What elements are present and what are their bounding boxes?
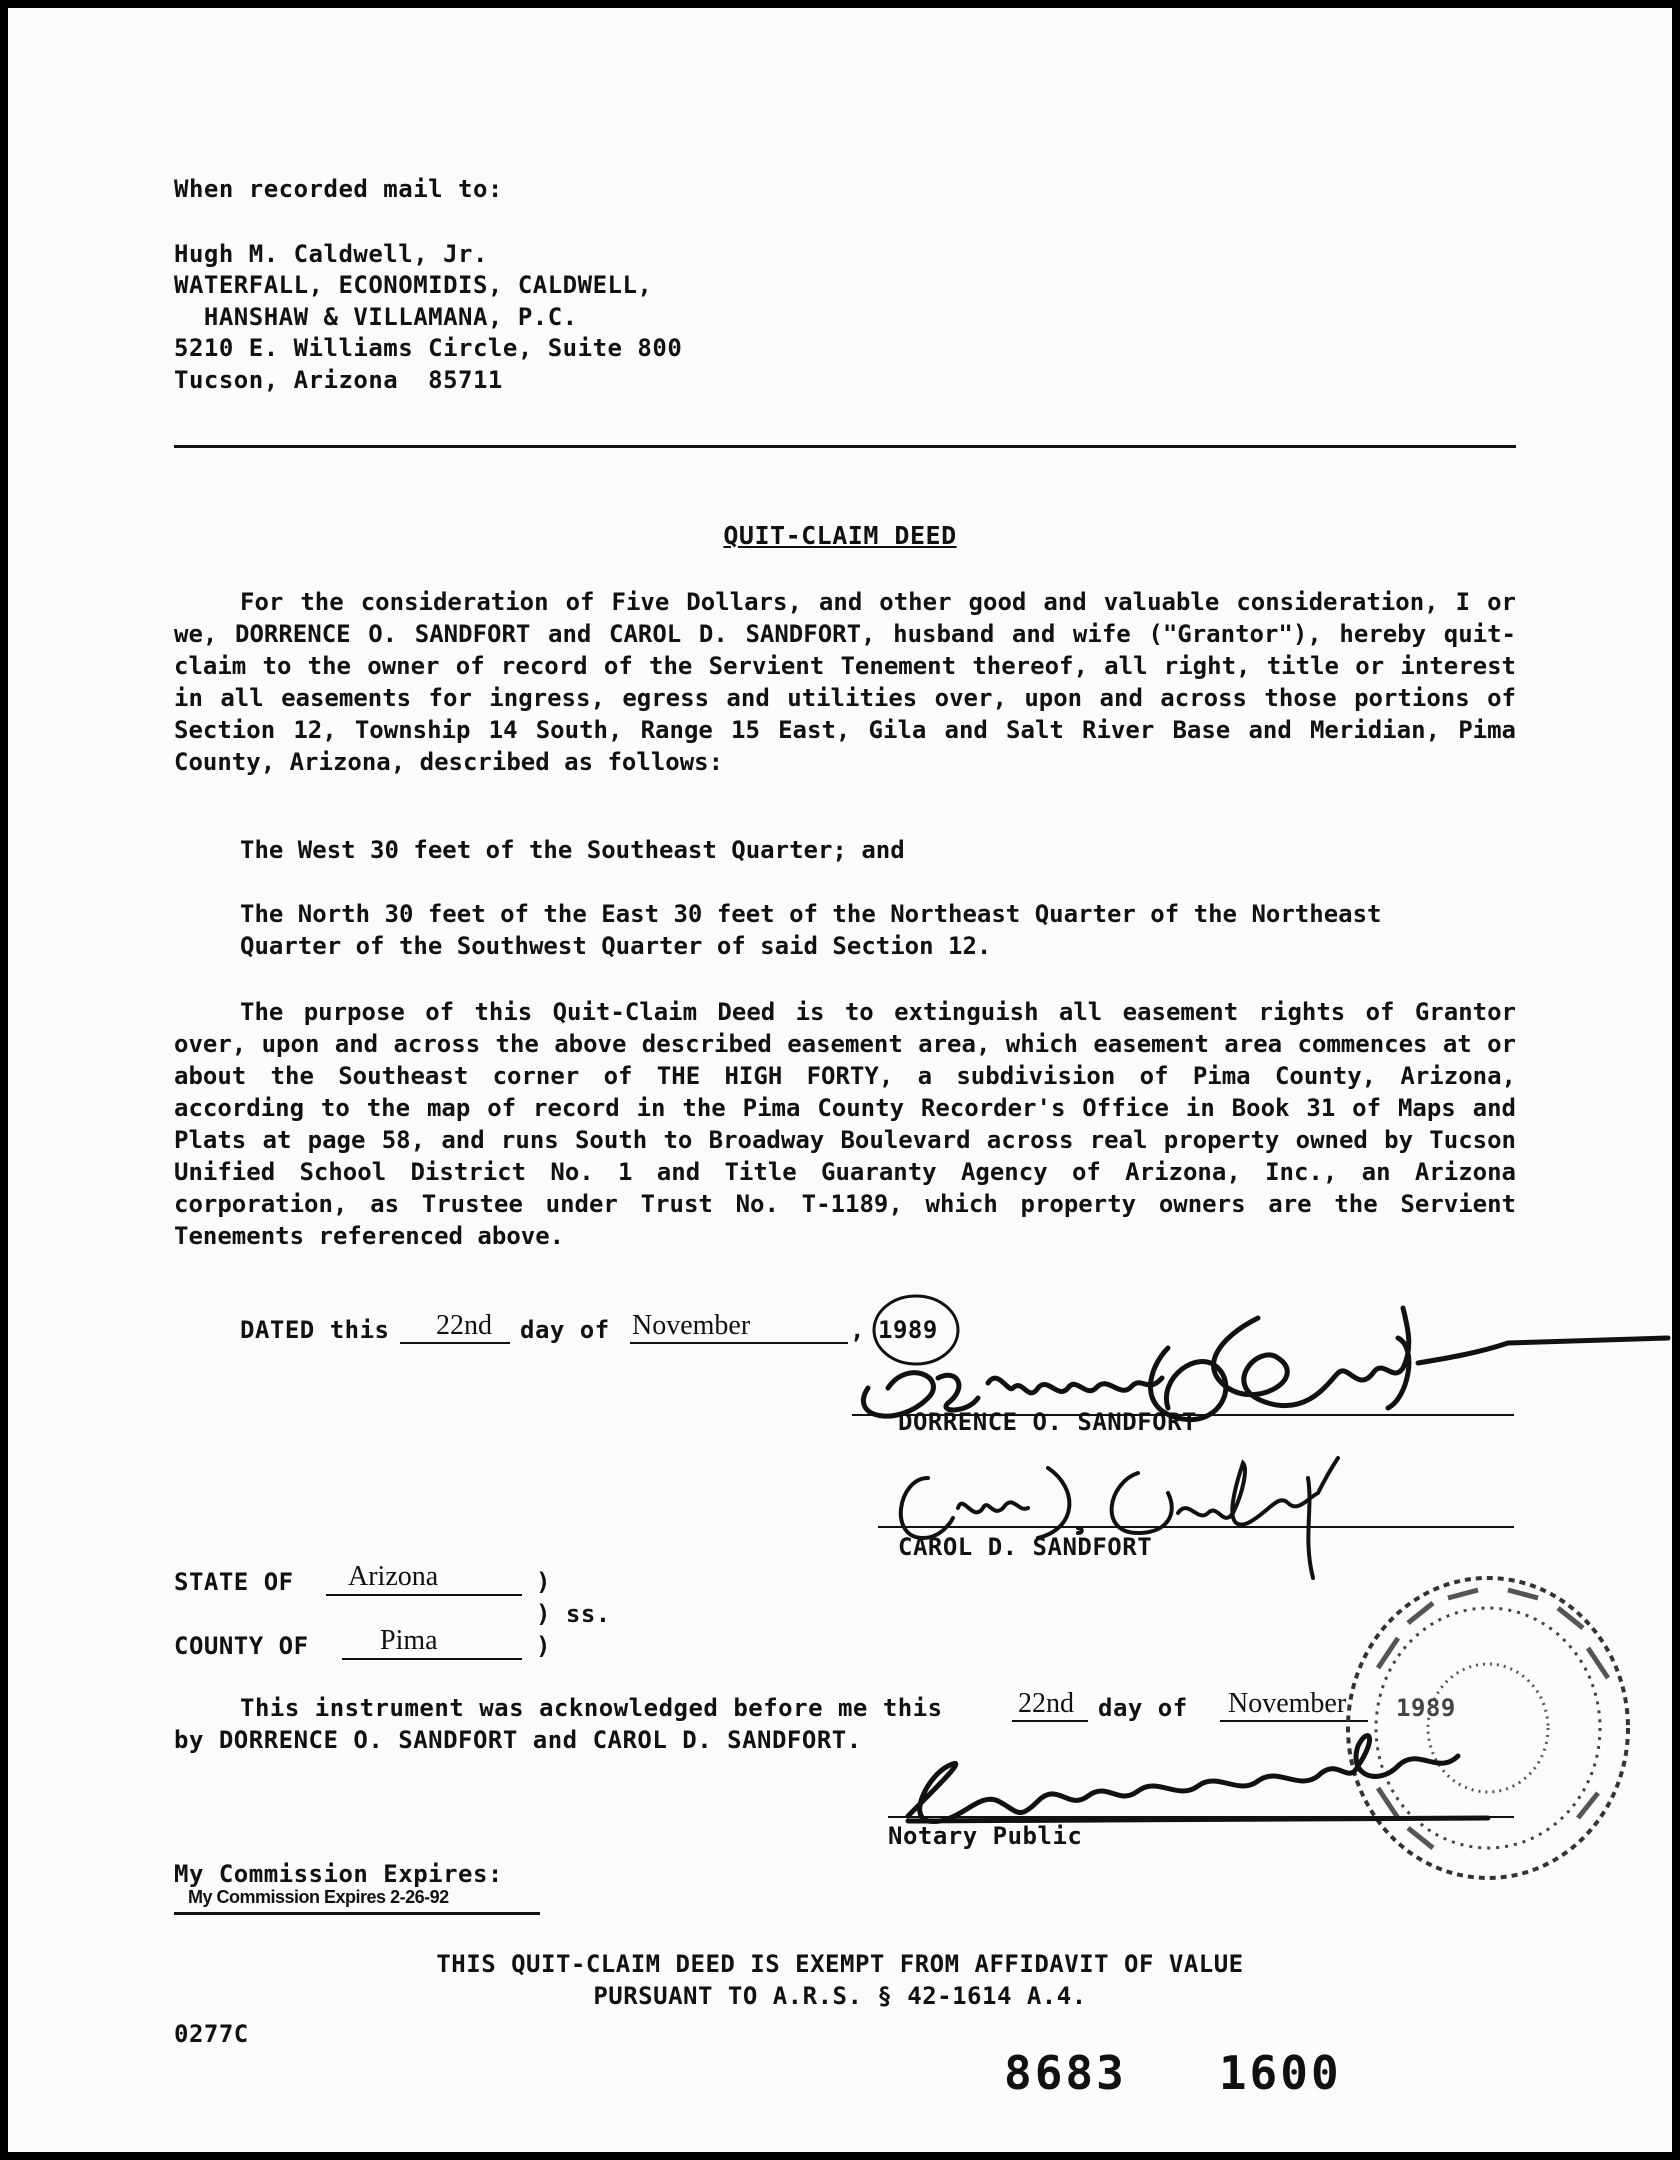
page-title: QUIT-CLAIM DEED [723,521,957,550]
signature-line-2 [878,1526,1514,1528]
notary-seal [1338,1568,1638,1888]
ss-mark: ) ss. [536,1600,611,1628]
header-divider [174,445,1516,448]
legal-description-item-1: The West 30 feet of the Southeast Quarter; and [240,836,905,864]
commission-stamp-text: My Commission Expires 2-26-92 [188,1887,449,1907]
commission-line [174,1912,540,1915]
ack-day-line [1012,1720,1088,1722]
document-number: 8683 1600 [1004,2046,1342,2100]
consideration-paragraph: For the consideration of Five Dollars, and other good and valuable consideration, I or we, DORRENCE O. SANDFORT and CAROL D. SANDFORT, husband and wife ("Grantor"), hereby quit-claim to the owner of record of the Servient Tenement thereof, all right, title or interest in all easements for ingress, egress and utilities over, upon and across those portions of Section 12, Township 14 South, Range 15 East, Gila and Salt River Base and Meridian, Pima County, Arizona, described as follows: [174,588,1516,776]
ack-day: 22nd [1018,1688,1074,1719]
county-label: COUNTY OF [174,1632,309,1660]
ack-month: November [1228,1688,1347,1719]
purpose-paragraph: The purpose of this Quit-Claim Deed is to extinguish all easement rights of Grantor over, upon and across the above described easement area, which easement area commences at or about the Southeast corner of THE HIGH FORTY, a subdivision of Pima County, Arizona, according to the map of record in the Pima County Recorder's Office in Book 31 of Maps and Plats at page 58, and runs South to Broadway Boulevard across real property owned by Tucson Unified School District No. 1 and Title Guaranty Agency of Arizona, Inc., an Arizona corporation, as Trustee under Trust No. T-1189, which property owners are the Servient Tenements referenced above. [174,998,1516,1250]
state-line [326,1594,522,1596]
acknowledgment-by: by DORRENCE O. SANDFORT and CAROL D. SANDFORT. [174,1726,862,1754]
firm-name-line2: HANSHAW & VILLAMANA, P.C. [174,303,578,331]
address-city: Tucson, Arizona 85711 [174,366,503,394]
dated-month: November [632,1310,751,1341]
firm-name-line1: WATERFALL, ECONOMIDIS, CALDWELL, [174,271,653,299]
signer-2-name: CAROL D. SANDFORT [898,1533,1153,1561]
dated-month-line [630,1342,848,1344]
dated-comma: , [850,1316,865,1344]
recipient-name: Hugh M. Caldwell, Jr. [174,240,488,268]
acknowledgment-prefix: This instrument was acknowledged before me this [240,1694,943,1722]
county-paren: ) [536,1632,551,1660]
dated-day-line [400,1342,510,1344]
dated-day: 22nd [436,1310,492,1341]
document-page [8,8,1672,2152]
notary-line [888,1816,1514,1818]
county-value: Pima [380,1625,438,1656]
signer-1-name: DORRENCE O. SANDFORT [898,1408,1197,1436]
exempt-statement-line1: THIS QUIT-CLAIM DEED IS EXEMPT FROM AFFIDAVIT OF VALUE [436,1950,1244,1978]
state-label: STATE OF [174,1568,294,1596]
dated-day-of: day of [520,1316,610,1344]
ack-day-of: day of [1098,1694,1188,1722]
form-code: 0277C [174,2020,249,2048]
commission-label: My Commission Expires: [174,1860,503,1888]
recording-label: When recorded mail to: [174,175,503,203]
address-street: 5210 E. Williams Circle, Suite 800 [174,334,683,362]
state-value: Arizona [348,1561,439,1592]
state-paren: ) [536,1568,551,1596]
exempt-statement-line2: PURSUANT TO A.R.S. § 42-1614 A.4. [593,1982,1087,2010]
legal-description-item-2: The North 30 feet of the East 30 feet of the Northeast Quarter of the Northeast Quarter of the Southwest Quarter of said Section 12. [240,900,1382,960]
county-line [342,1658,522,1660]
dated-year: 1989 [878,1316,938,1344]
dated-prefix: DATED this [240,1316,390,1344]
notary-public-label: Notary Public [888,1822,1083,1850]
ack-year: 1989 [1396,1694,1456,1722]
